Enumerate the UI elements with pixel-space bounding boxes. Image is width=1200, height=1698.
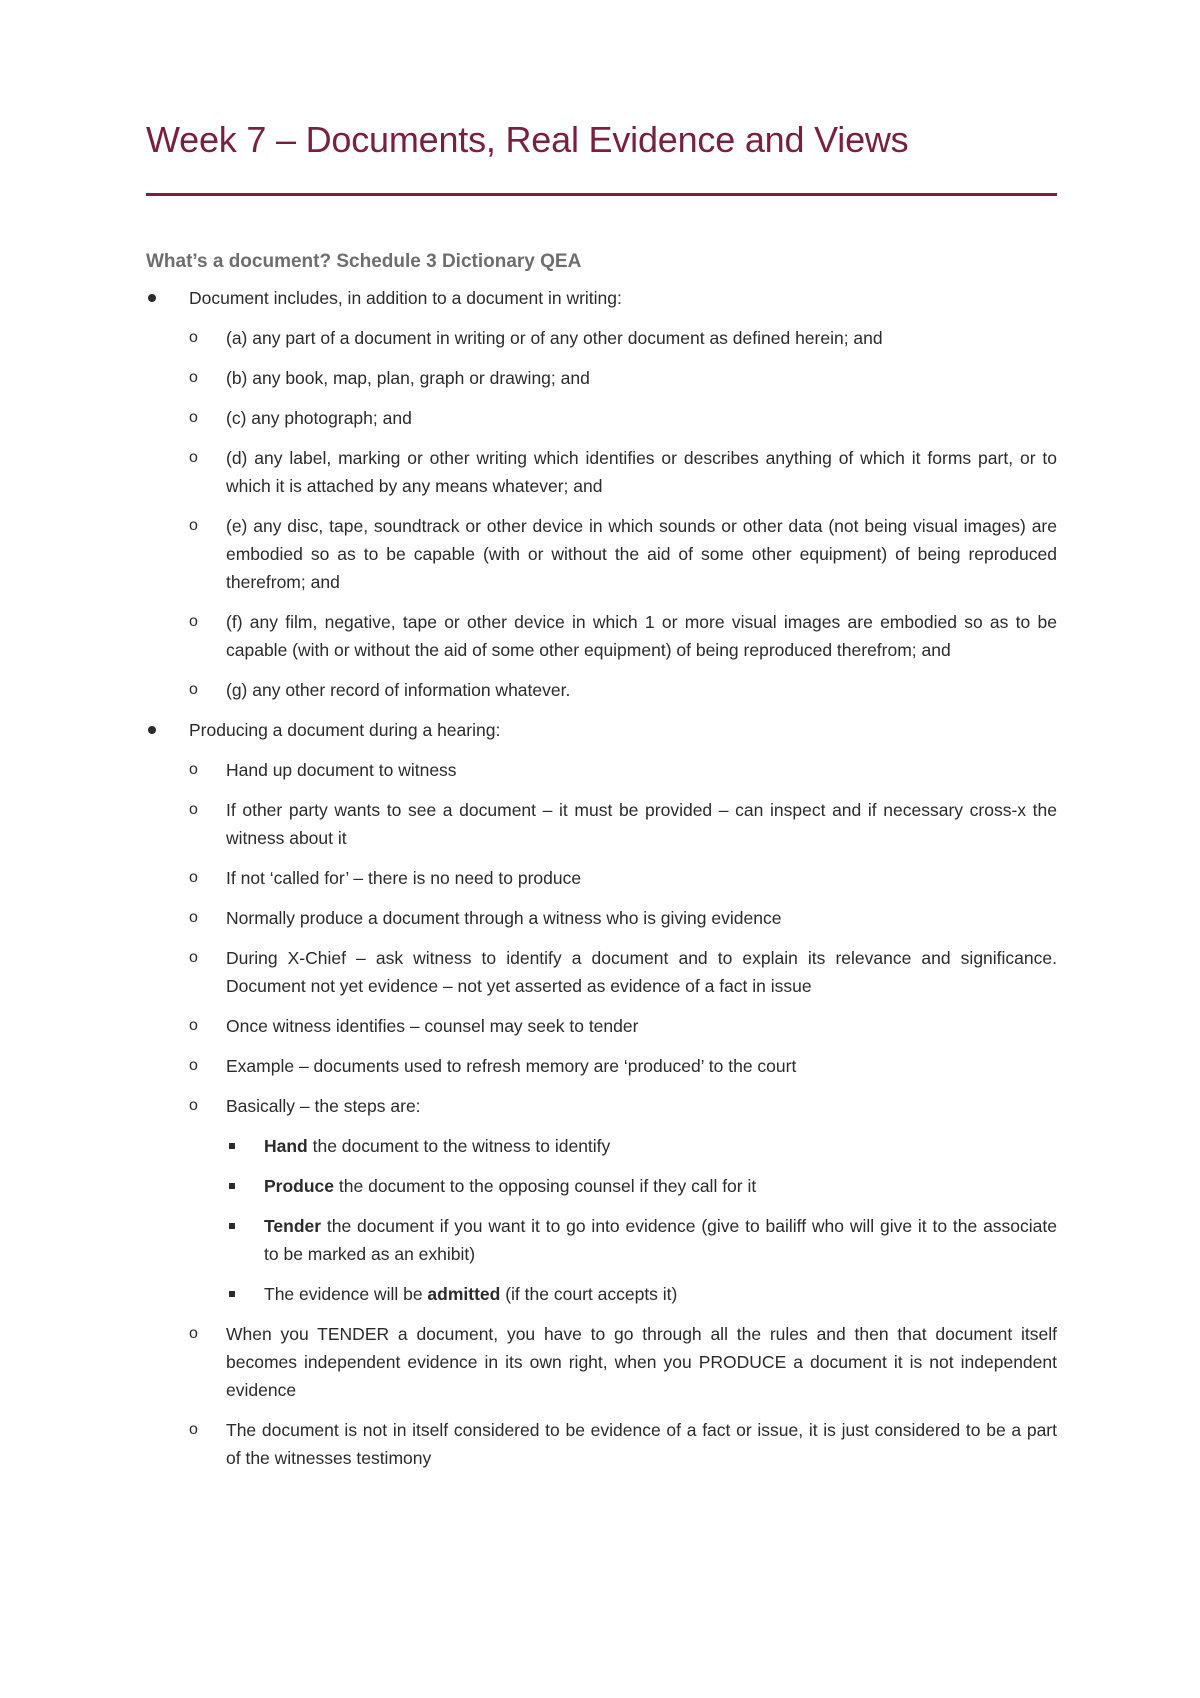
list-item xyxy=(146,716,1057,1472)
sub-list-item-text: The document is not in itself considered to be evidence of a fact or issue, it is just considered to be a part of the witnesses testimony xyxy=(226,1420,1057,1468)
step-item xyxy=(226,1212,1057,1268)
sub-list-item xyxy=(189,1052,1057,1080)
sub-list-item-text: (d) any label, marking or other writing which identifies or describes anything of which it forms part, or to which it is attached by any means whatever; and xyxy=(226,448,1057,496)
sub-list-item xyxy=(189,1320,1057,1404)
circle-bullet-icon: o xyxy=(189,409,198,426)
sub-list-item xyxy=(189,676,1057,704)
sub-list-item xyxy=(189,444,1057,500)
sub-list-item-text: During X-Chief – ask witness to identify a document and to explain its relevance and significance. Document not yet evidence – not yet asserted as evidence of a fact in issue xyxy=(226,948,1057,996)
list-item-text: Document includes, in addition to a document in writing: xyxy=(189,288,622,308)
sub-list xyxy=(189,324,1057,704)
circle-bullet-icon: o xyxy=(189,761,198,778)
circle-bullet-icon: o xyxy=(189,1097,198,1114)
circle-bullet-icon: o xyxy=(189,449,198,466)
circle-bullet-icon: o xyxy=(189,369,198,386)
section-heading: What’s a document? Schedule 3 Dictionary QEA xyxy=(146,251,582,272)
sub-list-item-text: Hand up document to witness xyxy=(226,760,457,780)
sub-list-item xyxy=(189,1092,1057,1308)
sub-list-item-text: (e) any disc, tape, soundtrack or other device in which sounds or other data (not being visual images) are embodied so as to be capable (with or without the aid of some other equipment) of being reproduced therefrom; and xyxy=(226,516,1057,592)
circle-bullet-icon: o xyxy=(189,329,198,346)
sub-list-item-text: Once witness identifies – counsel may seek to tender xyxy=(226,1016,639,1036)
page-title: Week 7 – Documents, Real Evidence and Views xyxy=(146,119,909,160)
step-keyword: Hand xyxy=(264,1136,308,1156)
title-underline xyxy=(146,193,1057,196)
sub-list-item-text: Example – documents used to refresh memory are ‘produced’ to the court xyxy=(226,1056,797,1076)
sub-list-item xyxy=(189,324,1057,352)
step-text: Tender the document if you want it to go into evidence (give to bailiff who will give it to the associate to be marked as an exhibit) xyxy=(264,1216,1057,1264)
sub-list-item xyxy=(189,404,1057,432)
sub-list-item-text: (f) any film, negative, tape or other device in which 1 or more visual images are embodied so as to be capable (with or without the aid of some other equipment) of being reproduced therefrom; and xyxy=(226,612,1057,660)
sub-list xyxy=(189,756,1057,1472)
step-keyword: Tender xyxy=(264,1216,322,1236)
sub-list-item xyxy=(189,904,1057,932)
circle-bullet-icon: o xyxy=(189,517,198,534)
sub-list-item xyxy=(189,608,1057,664)
sub-list-item xyxy=(189,1012,1057,1040)
document-body xyxy=(146,248,1057,1484)
sub-list-item-text: (a) any part of a document in writing or of any other document as defined herein; and xyxy=(226,328,883,348)
sub-list-item xyxy=(189,1416,1057,1472)
step-item xyxy=(226,1280,1057,1308)
list-item-text: Producing a document during a hearing: xyxy=(189,720,501,740)
step-text: The evidence will be admitted (if the court accepts it) xyxy=(264,1284,678,1304)
square-bullet-icon xyxy=(229,1143,235,1149)
step-keyword: Produce xyxy=(264,1176,335,1196)
step-item xyxy=(226,1132,1057,1160)
square-bullet-icon xyxy=(229,1183,235,1189)
circle-bullet-icon: o xyxy=(189,1325,198,1342)
sub-list-item-text: Basically – the steps are: xyxy=(226,1096,421,1116)
circle-bullet-icon: o xyxy=(189,613,198,630)
steps-list xyxy=(226,1132,1057,1308)
sub-list-item-text: (g) any other record of information whatever. xyxy=(226,680,571,700)
sub-list-item-text: Normally produce a document through a witness who is giving evidence xyxy=(226,908,782,928)
circle-bullet-icon: o xyxy=(189,1017,198,1034)
sub-list-item-text: If not ‘called for’ – there is no need to produce xyxy=(226,868,582,888)
square-bullet-icon xyxy=(229,1223,235,1229)
circle-bullet-icon: o xyxy=(189,801,198,818)
circle-bullet-icon: o xyxy=(189,949,198,966)
sub-list-item xyxy=(189,796,1057,852)
circle-bullet-icon: o xyxy=(189,681,198,698)
step-keyword: admitted xyxy=(427,1284,501,1304)
circle-bullet-icon: o xyxy=(189,909,198,926)
step-text: Hand the document to the witness to identify xyxy=(264,1136,611,1156)
step-text: Produce the document to the opposing counsel if they call for it xyxy=(264,1176,757,1196)
bullet-icon xyxy=(148,726,156,734)
circle-bullet-icon: o xyxy=(189,869,198,886)
list-item xyxy=(146,284,1057,704)
sub-list-item xyxy=(189,864,1057,892)
step-item xyxy=(226,1172,1057,1200)
sub-list-item-text: (c) any photograph; and xyxy=(226,408,412,428)
circle-bullet-icon: o xyxy=(189,1057,198,1074)
sub-list-item xyxy=(189,756,1057,784)
sub-list-item-text: If other party wants to see a document – it must be provided – can inspect and if necessary cross-x the witness about it xyxy=(226,800,1057,848)
sub-list-item xyxy=(189,944,1057,1000)
sub-list-item xyxy=(189,364,1057,392)
bullet-icon xyxy=(148,294,156,302)
bullet-list xyxy=(146,284,1057,1472)
square-bullet-icon xyxy=(229,1291,235,1297)
sub-list-item xyxy=(189,512,1057,596)
sub-list-item-text: When you TENDER a document, you have to go through all the rules and then that document itself becomes independent evidence in its own right, when you PRODUCE a document it is not independent evidence xyxy=(226,1324,1057,1400)
circle-bullet-icon: o xyxy=(189,1421,198,1438)
sub-list-item-text: (b) any book, map, plan, graph or drawing; and xyxy=(226,368,590,388)
